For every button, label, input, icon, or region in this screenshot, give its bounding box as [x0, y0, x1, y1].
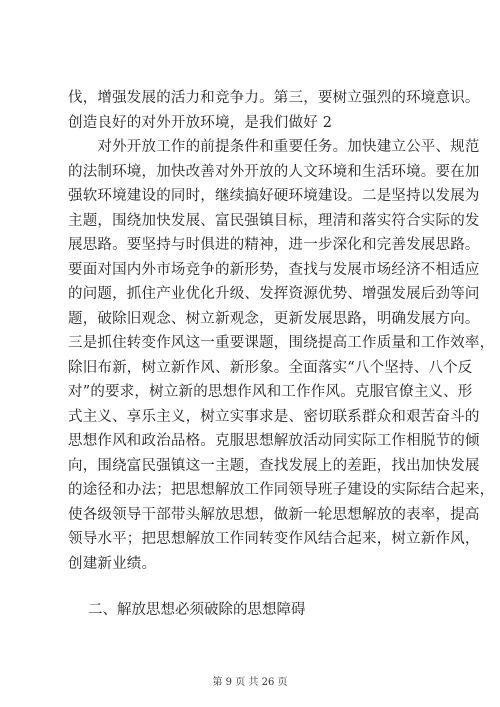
- body-text: [68, 86, 495, 576]
- text-line: 对外开放工作的前提条件和重要任务。加快建立公平、规范: [68, 139, 480, 155]
- text-line: 强软环境建设的同时，继续搞好硬环境建设。二是坚持以发展为: [68, 188, 480, 204]
- text-line: 思想作风和政治品格。克服思想解放活动同实际工作相脱节的倾: [68, 433, 480, 449]
- text-line: 式主义、享乐主义，树立实事求是、密切联系群众和艰苦奋斗的: [68, 408, 480, 425]
- section-heading: 二、解放思想必须破除的思想障碍: [88, 602, 306, 618]
- text-line: 对”的要求，树立新的思想作风和工作作风。克服官僚主义、形: [68, 384, 473, 400]
- text-line: 领导水平；把思想解放工作同转变作风结合起来，树立新作风，: [68, 531, 480, 547]
- text-line: 的问题，抓住产业优化升级、发挥资源优势、增强发展后劲等问: [68, 286, 480, 302]
- text-line: 要面对国内外市场竞争的新形势，查找与发展市场经济不相适应: [68, 261, 480, 278]
- text-line: 展思路。要坚持与时俱进的精神，进一步深化和完善发展思路。: [68, 237, 480, 253]
- text-line: 向，围绕富民强镇这一主题，查找发展上的差距，找出加快发展: [68, 457, 480, 474]
- text-line: 创建新业绩。: [68, 555, 157, 572]
- text-line: 的法制环境，加快改善对外开放的人文环境和生活环境。要在加: [68, 163, 480, 180]
- text-line: 除旧布新，树立新作风、新形象。全面落实“八个坚持、八个反: [68, 359, 473, 376]
- text-line: 创造良好的对外开放环境，是我们做好 2: [68, 114, 333, 131]
- text-line: 的途径和办法；把思想解放工作同领导班子建设的实际结合起来，: [68, 482, 495, 498]
- text-line: 伐，增强发展的活力和竞争力。第三，要树立强烈的环境意识。: [68, 90, 480, 106]
- text-line: 题，破除旧观念、树立新观念，更新发展思路，明确发展方向。: [68, 310, 480, 327]
- text-line: 三是抓住转变作风这一重要课题，围绕提高工作质量和工作效率，: [68, 335, 495, 351]
- page-number: 第 9 页 共 26 页: [212, 677, 288, 688]
- text-line: 使各级领导干部带头解放思想，做新一轮思想解放的表率，提高: [68, 506, 480, 523]
- text-line: 主题，围绕加快发展、富民强镇目标，理清和落实符合实际的发: [68, 212, 480, 229]
